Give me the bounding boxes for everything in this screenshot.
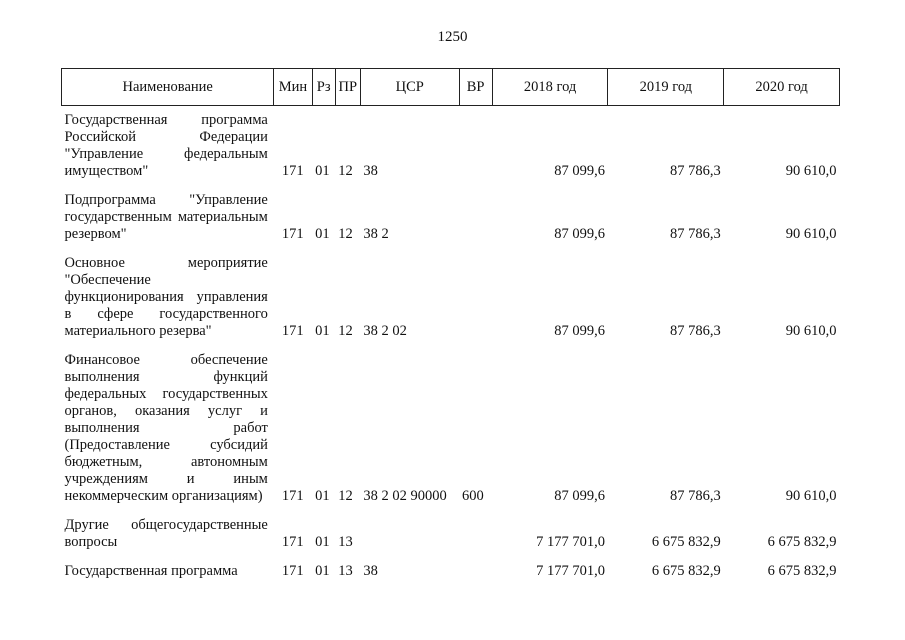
- table-row: [62, 340, 840, 505]
- row-rz: 01: [315, 226, 330, 242]
- row-2018: 87 099,6: [554, 488, 605, 504]
- row-rz: 01: [315, 534, 330, 550]
- row-csr: 38: [363, 163, 378, 179]
- header-2018: 2018 год: [492, 69, 608, 106]
- row-name: Государственная программа: [64, 563, 238, 579]
- row-name: Государственная программа Российской Федерации "Управление федеральным имуществом": [64, 112, 268, 179]
- row-2019: 87 786,3: [669, 226, 721, 242]
- row-2019: 6 675 832,9: [651, 534, 721, 550]
- row-name: Основное мероприятие "Обеспечение функционирования управления в сфере государственного материального резерва": [64, 255, 268, 339]
- row-vr: [459, 551, 492, 580]
- row-2020: 90 610,0: [785, 488, 837, 504]
- row-2019: 87 786,3: [669, 163, 721, 179]
- row-pr: 12: [338, 226, 353, 242]
- row-pr: 12: [338, 323, 353, 339]
- page-number: 1250: [437, 29, 468, 45]
- table-row: [62, 551, 840, 580]
- row-min: 171: [281, 534, 304, 550]
- header-2019: 2019 год: [608, 69, 724, 106]
- row-min: 171: [281, 563, 304, 579]
- table-row: [62, 180, 840, 243]
- row-pr: 13: [338, 563, 353, 579]
- row-min: 171: [281, 226, 304, 242]
- row-vr: [459, 243, 492, 340]
- row-name: Финансовое обеспечение выполнения функций федеральных государственных органов, оказания услуг и выполнения работ (Предоставление субсидий бюджетным, автономным учреждениям и иным некоммерческим организациям): [64, 352, 268, 504]
- row-csr: 38 2: [363, 226, 389, 242]
- row-2019: 87 786,3: [669, 323, 721, 339]
- row-2020: 6 675 832,9: [767, 563, 837, 579]
- row-name: Подпрограмма "Управление государственным материальным резервом": [64, 192, 268, 242]
- row-vr: [459, 180, 492, 243]
- row-vr: 600: [462, 488, 484, 504]
- row-2018: 7 177 701,0: [536, 563, 605, 579]
- row-2020: 90 610,0: [785, 226, 837, 242]
- table-header-row: [62, 69, 840, 106]
- row-rz: 01: [315, 488, 330, 504]
- row-min: 171: [281, 488, 304, 504]
- row-2019: 87 786,3: [669, 488, 721, 504]
- row-csr: 38 2 02 90000: [363, 488, 447, 504]
- table-row: [62, 243, 840, 340]
- row-csr: 38 2 02: [363, 323, 407, 339]
- budget-table: [61, 68, 840, 580]
- table-row: [62, 106, 840, 181]
- row-pr: 12: [338, 163, 353, 179]
- row-rz: 01: [315, 163, 330, 179]
- header-pr: ПР: [335, 69, 360, 106]
- row-min: 171: [281, 323, 304, 339]
- row-rz: 01: [315, 563, 330, 579]
- header-min: Мин: [274, 69, 312, 106]
- row-pr: 12: [338, 488, 353, 504]
- row-2018: 87 099,6: [554, 323, 605, 339]
- row-name: Другие общегосударственные вопросы: [64, 517, 268, 550]
- row-2018: 87 099,6: [554, 163, 605, 179]
- row-min: 171: [281, 163, 304, 179]
- row-vr: [459, 505, 492, 551]
- header-vr: ВР: [459, 69, 492, 106]
- header-rz: Рз: [312, 69, 335, 106]
- row-2020: 90 610,0: [785, 323, 837, 339]
- row-csr: [360, 505, 459, 551]
- header-csr: ЦСР: [360, 69, 459, 106]
- header-name: Наименование: [62, 69, 274, 106]
- table-row: [62, 505, 840, 551]
- row-vr: [459, 106, 492, 181]
- row-2018: 87 099,6: [554, 226, 605, 242]
- row-2020: 90 610,0: [785, 163, 837, 179]
- row-2018: 7 177 701,0: [536, 534, 605, 550]
- row-2019: 6 675 832,9: [651, 563, 721, 579]
- row-rz: 01: [315, 323, 330, 339]
- header-2020: 2020 год: [724, 69, 840, 106]
- row-2020: 6 675 832,9: [767, 534, 837, 550]
- row-csr: 38: [363, 563, 378, 579]
- row-pr: 13: [338, 534, 353, 550]
